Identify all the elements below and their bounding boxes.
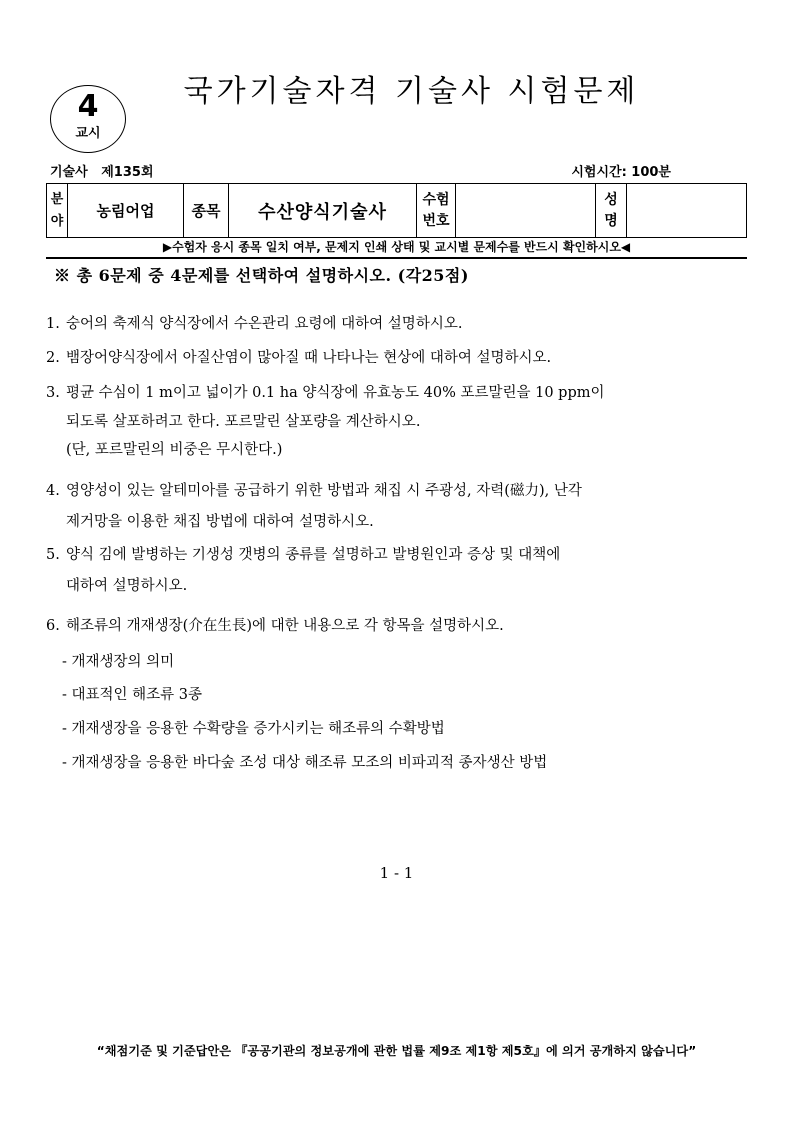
name-field[interactable] xyxy=(627,184,747,238)
sub-item: - 개재생장을 응용한 바다숲 조성 대상 해조류 모조의 비파괴적 종자생산 방법 xyxy=(62,755,548,771)
question-text-cont: 제거망을 이용한 채집 방법에 대하여 설명하시오. xyxy=(66,514,374,530)
question-text: 숭어의 축제식 양식장에서 수온관리 요령에 대하여 설명하시오. xyxy=(66,316,463,332)
category-value: 수산양식기술사 xyxy=(229,184,417,238)
question-text: 뱀장어양식장에서 아질산염이 많아질 때 나타나는 현상에 대하여 설명하시오. xyxy=(66,350,552,366)
sub-item: - 대표적인 해조류 3종 xyxy=(62,687,203,703)
question-text: 평균 수심이 1 m이고 넓이가 0.1 ha 양식장에 유효농도 40% 포르말린을 10 ppm이 xyxy=(66,385,605,401)
name-label-bottom: 명 xyxy=(604,212,618,229)
question-text-cont: 대하여 설명하시오. xyxy=(66,578,188,594)
question-3 xyxy=(46,378,748,466)
question-number: 2. xyxy=(46,350,60,366)
divider xyxy=(46,257,747,259)
exam-no-field[interactable] xyxy=(456,184,596,238)
exam-no-label-bottom: 번호 xyxy=(422,212,450,229)
notice-banner: ▶수험자 응시 종목 일치 여부, 문제지 인쇄 상태 및 교시별 문제수를 반드시 확인하시오◀ xyxy=(162,240,631,254)
question-4 xyxy=(46,476,748,538)
page-title: 국가기술자격 기술사 시험문제 xyxy=(183,74,640,109)
period-label: 교시 xyxy=(75,126,101,141)
question-text: 영양성이 있는 알테미아를 공급하기 위한 방법과 채집 시 주광성, 자력(磁力), 난각 xyxy=(66,483,582,499)
question-6 xyxy=(46,611,748,642)
question-1 xyxy=(46,309,748,340)
exam-info-table xyxy=(46,183,747,238)
instruction: ※ 총 6문제 중 4문제를 선택하여 설명하시오. (각25점) xyxy=(54,266,469,285)
exam-time: 시험시간: 100분 xyxy=(571,165,671,180)
period-number: 4 xyxy=(77,89,99,124)
question-note: (단, 포르말린의 비중은 무시한다.) xyxy=(66,442,283,458)
question-number: 1. xyxy=(46,316,60,332)
question-2 xyxy=(46,343,748,374)
category-label: 종목 xyxy=(184,184,229,238)
field-label-cell xyxy=(47,184,68,238)
name-label-top: 성 xyxy=(604,191,618,208)
field-label: 분야 xyxy=(50,191,64,229)
question-number: 5. xyxy=(46,547,60,563)
exam-round: 기술사 제135회 xyxy=(50,165,154,180)
sub-item: - 개재생장을 응용한 수확량을 증가시키는 해조류의 수확방법 xyxy=(62,721,445,737)
footer-disclaimer: “채점기준 및 기준답안은 『공공기관의 정보공개에 관한 법률 제9조 제1항 제5호』에 의거 공개하지 않습니다” xyxy=(96,1044,697,1058)
exam-no-label xyxy=(417,184,456,238)
question-text-cont: 되도록 살포하려고 한다. 포르말린 살포량을 계산하시오. xyxy=(66,414,421,430)
page-number: 1 - 1 xyxy=(379,864,414,882)
sub-item: - 개재생장의 의미 xyxy=(62,654,175,670)
question-5 xyxy=(46,540,748,602)
name-label xyxy=(596,184,627,238)
question-number: 4. xyxy=(46,483,60,499)
question-text: 해조류의 개재생장(介在生長)에 대한 내용으로 각 항목을 설명하시오. xyxy=(66,618,504,634)
exam-no-label-top: 수험 xyxy=(422,191,450,208)
question-text: 양식 김에 발병하는 기생성 갯병의 종류를 설명하고 발병원인과 증상 및 대책에 xyxy=(66,547,561,563)
question-number: 3. xyxy=(46,385,60,401)
question-number: 6. xyxy=(46,618,60,634)
field-value: 농림어업 xyxy=(68,184,184,238)
